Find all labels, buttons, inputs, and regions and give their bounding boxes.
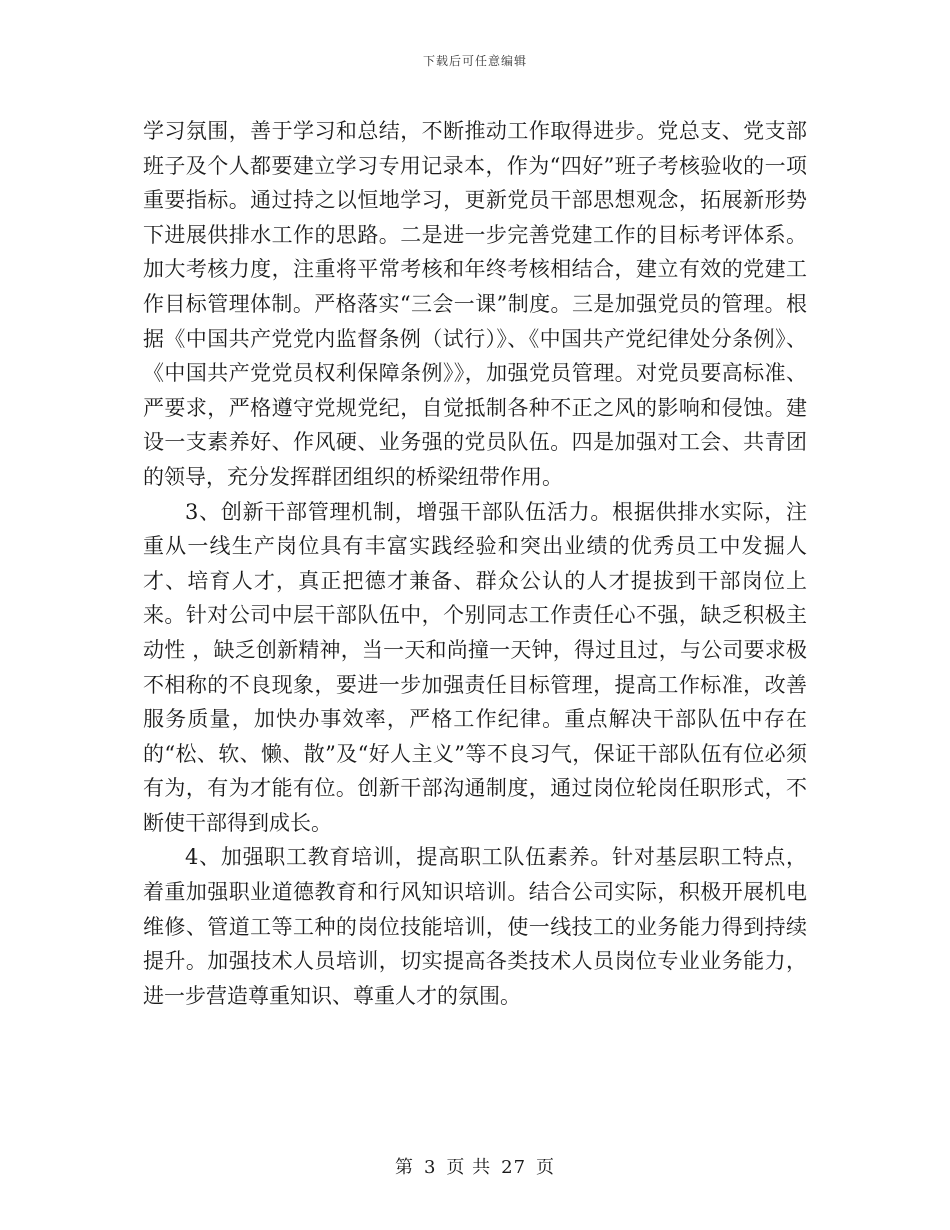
current-page-number: 3	[423, 1157, 437, 1178]
page-number-footer	[0, 1153, 950, 1179]
footer-suffix: 页	[536, 1157, 556, 1178]
footer-prefix: 第	[394, 1157, 414, 1178]
paragraph-section-4: 4、加强职工教育培训，提高职工队伍素养。针对基层职工特点，着重加强职业道德教育和行风知识培训。结合公司实际，积极开展机电维修、管道工等工种的岗位技能培训，使一线技工的业务能力得到持续提升。加强技术人员培训，切实提高各类技术人员岗位专业业务能力，进一步营造尊重知识、尊重人才的氛围。	[143, 845, 807, 1008]
paragraph-section-3: 3、创新干部管理机制，增强干部队伍活力。根据供排水实际，注重从一线生产岗位具有丰富实践经验和突出业绩的优秀员工中发掘人才、培育人才，真正把德才兼备、群众公认的人才提拔到干部岗位上来。针对公司中层干部队伍中，个别同志工作责任心不强，缺乏积极主动性 ，缺乏创新精神，当一天和尚撞一天钟，得过且过，与公司要求极不相称的不良现象，要进一步加强责任目标管理，提高工作标准，改善服务质量，加快办事效率，严格工作纪律。重点解决干部队伍中存在的“松、软、懒、散”及“好人主义”等不良习气，保证干部队伍有位必须有为，有为才能有位。创新干部沟通制度，通过岗位轮岗任职形式，不断使干部得到成长。	[143, 499, 807, 835]
document-body	[143, 114, 807, 1013]
page-header-note: 下载后可任意编辑	[422, 54, 527, 68]
total-pages-number: 27	[501, 1157, 527, 1178]
footer-mid: 页 共	[446, 1157, 492, 1178]
paragraph-continuation: 学习氛围，善于学习和总结，不断推动工作取得进步。党总支、党支部班子及个人都要建立学习专用记录本，作为“四好”班子考核验收的一项重要指标。通过持之以恒地学习，更新党员干部思想观念，拓展新形势下进展供排水工作的思路。二是进一步完善党建工作的目标考评体系。加大考核力度，注重将平常考核和年终考核相结合，建立有效的党建工作目标管理体制。严格落实“三会一课”制度。三是加强党员的管理。根据《中国共产党党内监督条例（试行）》、《中国共产党纪律处分条例》、《中国共产党党员权利保障条例》》，加强党员管理。对党员要高标准、严要求，严格遵守党规党纪，自觉抵制各种不正之风的影响和侵蚀。建设一支素养好、作风硬、业务强的党员队伍。四是加强对工会、共青团的领导，充分发挥群团组织的桥梁纽带作用。	[143, 119, 807, 489]
